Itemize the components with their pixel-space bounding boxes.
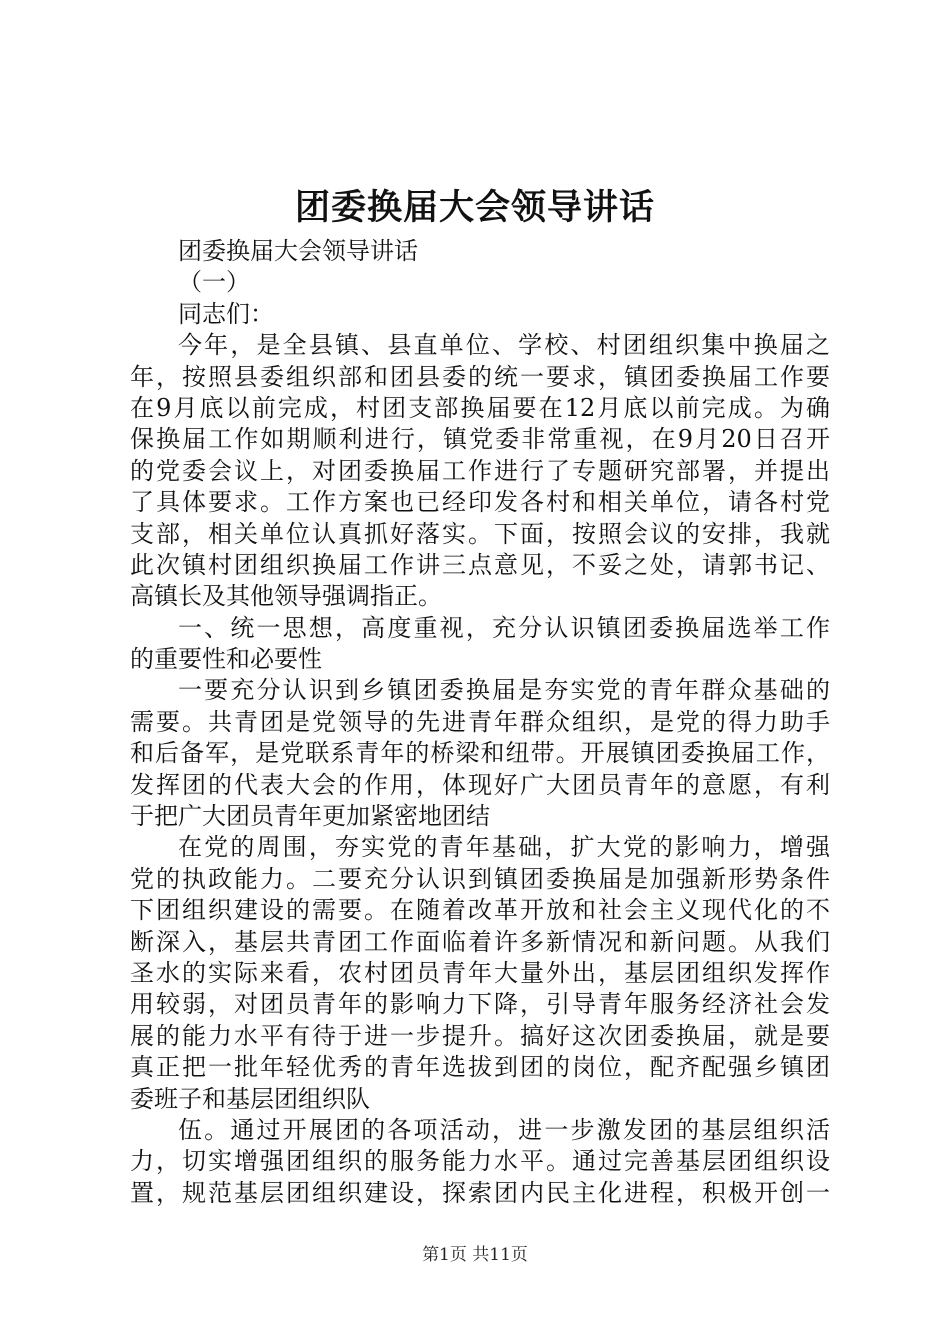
body-line: 需要。共青团是党领导的先进青年群众组织，是党的得力助手 xyxy=(130,707,830,736)
section-heading-line: 一、统一思想，高度重视，充分认识镇团委换届选举工作 xyxy=(178,613,830,642)
body-line: 此次镇村团组织换届工作讲三点意见，不妥之处，请郭书记、 xyxy=(130,550,830,579)
body-line: 委班子和基层团组织队 xyxy=(130,1084,370,1113)
body-line: 党的执政能力。二要充分认识到镇团委换届是加强新形势条件 xyxy=(130,864,830,893)
body-line: 和后备军，是党联系青年的桥梁和纽带。开展镇团委换届工作， xyxy=(130,739,830,768)
body-line: 于把广大团员青年更加紧密地团结 xyxy=(130,802,490,831)
body-line: 圣水的实际来看，农村团员青年大量外出，基层团组织发挥作 xyxy=(130,958,830,987)
body-line: 在党的周围，夯实党的青年基础，扩大党的影响力，增强 xyxy=(178,833,830,862)
body-line: 展的能力水平有待于进一步提升。搞好这次团委换届，就是要 xyxy=(130,1021,830,1050)
body-line: 了具体要求。工作方案也已经印发各村和相关单位，请各村党 xyxy=(130,488,830,517)
body-line: 年，按照县委组织部和团县委的统一要求，镇团委换届工作要 xyxy=(130,362,830,391)
body-line: 真正把一批年轻优秀的青年选拔到团的岗位，配齐配强乡镇团 xyxy=(130,1053,830,1082)
document-body xyxy=(130,236,830,1209)
body-line: 发挥团的代表大会的作用，体现好广大团员青年的意愿，有利 xyxy=(130,770,830,799)
body-line: 高镇长及其他领导强调指正。 xyxy=(130,582,442,611)
body-line: 保换届工作如期顺利进行，镇党委非常重视，在9月20日召开 xyxy=(130,425,830,454)
body-line: 力，切实增强团组织的服务能力水平。通过完善基层团组织设 xyxy=(130,1147,830,1176)
body-line: （一） xyxy=(178,268,250,297)
body-line: 下团组织建设的需要。在随着改革开放和社会主义现代化的不 xyxy=(130,896,830,925)
body-line: 今年，是全县镇、县直单位、学校、村团组织集中换届之 xyxy=(178,331,830,360)
body-line: 置，规范基层团组织建设，探索团内民主化进程，积极开创一 xyxy=(130,1178,830,1207)
body-line: 的党委会议上，对团委换届工作进行了专题研究部署，并提出 xyxy=(130,456,830,485)
body-line: 用较弱，对团员青年的影响力下降，引导青年服务经济社会发 xyxy=(130,990,830,1019)
body-line: 断深入，基层共青团工作面临着许多新情况和新问题。从我们 xyxy=(130,927,830,956)
section-heading-line: 的重要性和必要性 xyxy=(130,645,322,674)
body-line: 伍。通过开展团的各项活动，进一步激发团的基层组织活 xyxy=(178,1115,830,1144)
body-line: 团委换届大会领导讲话 xyxy=(178,237,418,265)
document-title: 团委换届大会领导讲话 xyxy=(294,187,655,228)
page-footer: 第1页 共11页 xyxy=(422,1245,528,1265)
body-line: 在9月底以前完成，村团支部换届要在12月底以前完成。为确 xyxy=(130,393,830,422)
body-line: 一要充分认识到乡镇团委换届是夯实党的青年群众基础的 xyxy=(178,676,830,705)
body-line: 同志们： xyxy=(178,299,274,328)
body-line: 支部，相关单位认真抓好落实。下面，按照会议的安排，我就 xyxy=(130,519,830,548)
